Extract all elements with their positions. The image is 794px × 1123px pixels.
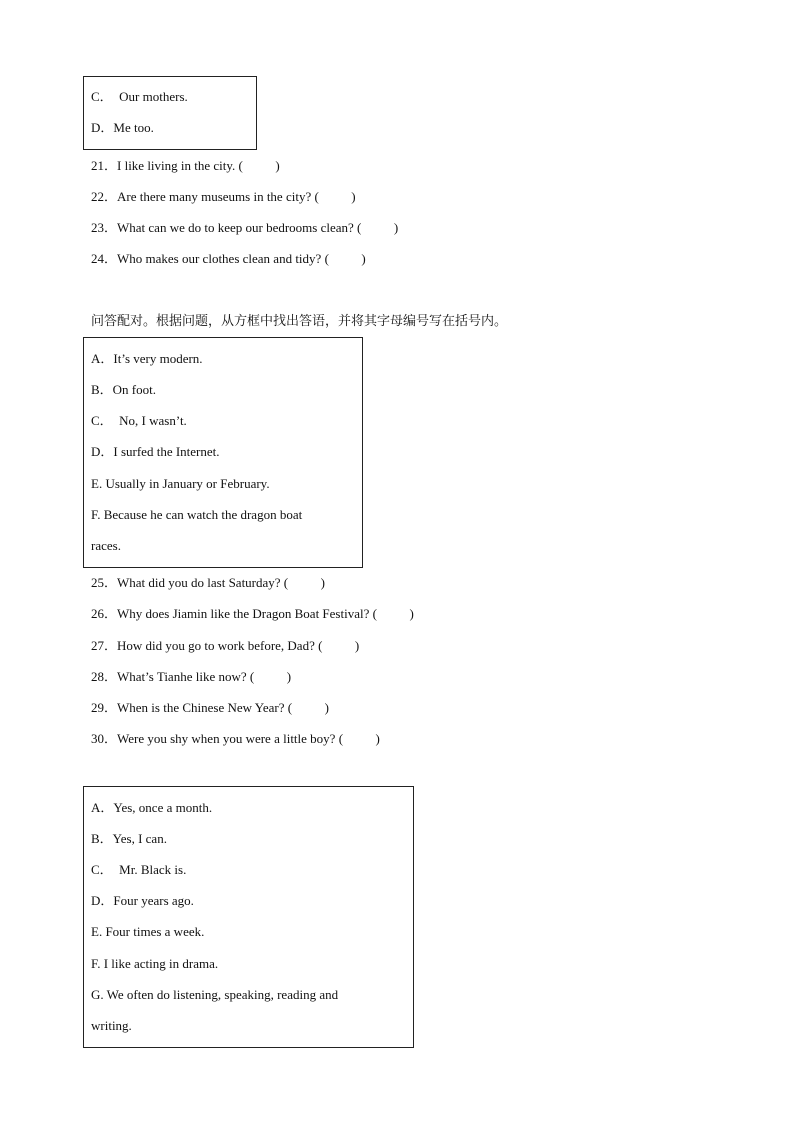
option-d: D．I surfed the Internet. — [91, 444, 220, 459]
option-f-continued: races. — [91, 538, 121, 553]
option-g: G. We often do listening, speaking, reading and — [91, 987, 339, 1002]
option-c: C． Mr. Black is. — [91, 862, 187, 877]
question-28: 28．What’s Tianhe like now? ( ) — [91, 669, 292, 684]
question-30: 30．Were you shy when you were a little boy? ( ) — [91, 731, 380, 746]
section-instruction: 问答配对。根据问题，从方框中找出答语，并将其字母编号写在括号内。 — [91, 314, 508, 329]
question-22: 22．Are there many museums in the city? ( ) — [91, 189, 356, 204]
question-21: 21．I like living in the city. ( ) — [91, 158, 280, 173]
option-b: B．On foot. — [91, 382, 157, 397]
option-e: E. Usually in January or February. — [91, 476, 270, 491]
option-c: C． No, I wasn’t. — [91, 413, 187, 428]
question-29: 29．When is the Chinese New Year? ( ) — [91, 700, 329, 715]
option-c: C． Our mothers. — [91, 89, 188, 104]
option-d: D．Four years ago. — [91, 893, 194, 908]
answer-options-box-1 — [83, 76, 257, 150]
question-23: 23．What can we do to keep our bedrooms clean? ( ) — [91, 220, 399, 235]
question-26: 26．Why does Jiamin like the Dragon Boat Festival? ( ) — [91, 606, 414, 621]
option-a: A．Yes, once a month. — [91, 800, 213, 815]
answer-options-box-3 — [83, 786, 414, 1048]
option-g-continued: writing. — [91, 1018, 132, 1033]
option-f: F. Because he can watch the dragon boat — [91, 507, 303, 522]
option-e: E. Four times a week. — [91, 924, 205, 939]
option-a: A．It’s very modern. — [91, 351, 203, 366]
option-b: B．Yes, I can. — [91, 831, 167, 846]
option-f: F. I like acting in drama. — [91, 956, 219, 971]
option-d: D．Me too. — [91, 120, 154, 135]
question-24: 24．Who makes our clothes clean and tidy? ( ) — [91, 251, 366, 266]
question-25: 25．What did you do last Saturday? ( ) — [91, 575, 325, 590]
question-27: 27．How did you go to work before, Dad? ( ) — [91, 638, 360, 653]
